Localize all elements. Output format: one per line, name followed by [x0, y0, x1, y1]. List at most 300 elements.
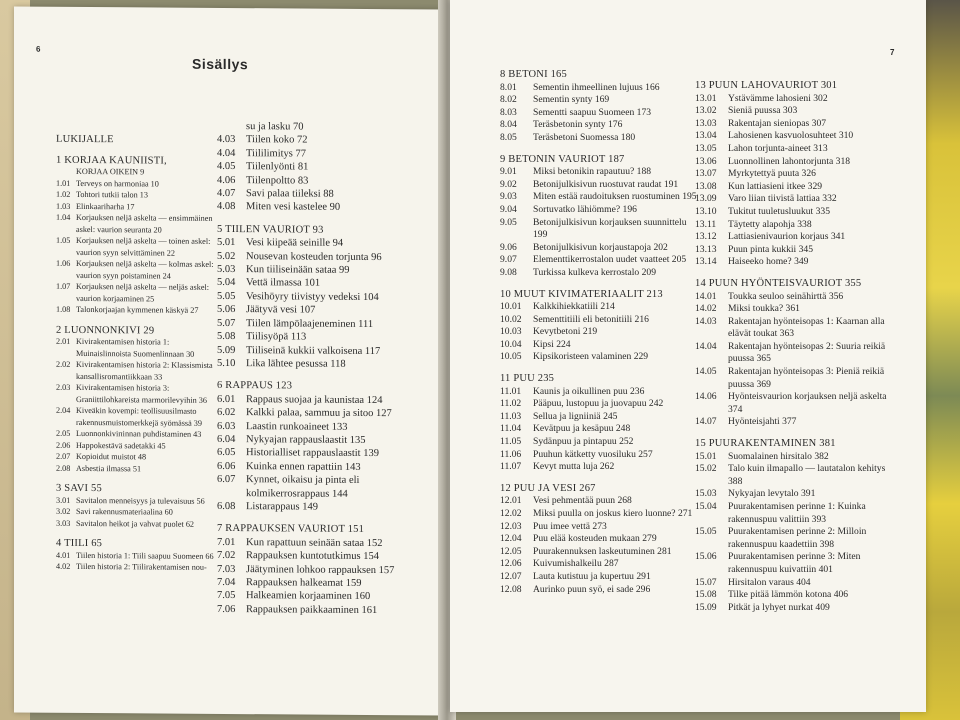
entry-title: Korjauksen neljä askelta — kolmas askel: vaurion syyn poistaminen 24	[76, 258, 214, 281]
entry-number: 11.05	[500, 436, 522, 448]
toc-entry	[695, 316, 900, 341]
toc-entry	[500, 119, 700, 132]
entry-continuation: KORJAA OIKEIN 9	[76, 166, 145, 177]
toc-entry	[695, 577, 900, 590]
entry-number: 10.02	[500, 313, 522, 325]
entry-title: Ystävämme lahosieni 302	[728, 92, 828, 104]
entry-number: 5.02	[217, 250, 236, 262]
entry-title: Luonnollinen lahontorjunta 318	[728, 155, 851, 167]
entry-number: 13.07	[695, 168, 717, 180]
entry-number: 12.08	[500, 583, 522, 595]
entry-number: 10.04	[500, 338, 522, 350]
entry-title: Kevytbetoni 219	[533, 326, 598, 338]
entry-title: Kaunis ja oikullinen puu 236	[533, 385, 645, 397]
toc-entry	[217, 200, 429, 215]
toc-entry	[695, 244, 900, 257]
entry-title: Puun pinta kukkii 345	[728, 243, 814, 255]
toc-entry	[500, 571, 700, 584]
entry-title: Savitalon heikot ja vahvat puolet 62	[76, 518, 195, 529]
entry-number: 7.04	[217, 576, 236, 589]
entry-title: Laastin runkoaineet 133	[246, 420, 348, 433]
entry-number: 12.02	[500, 508, 522, 519]
toc-entry	[695, 291, 900, 304]
entry-number: 15.06	[695, 551, 717, 563]
chapter-heading: 12 PUU JA VESI 267	[500, 482, 596, 494]
entry-title: Kivirakentamisen historia 2: Klassismista kansallisromantiikkaan 33	[76, 359, 213, 382]
entry-number: 10.03	[500, 326, 522, 338]
entry-title: Kopioidut muistot 48	[76, 451, 147, 462]
entry-title: Tiilisyöpä 113	[246, 331, 307, 343]
entry-number: 4.03	[217, 134, 236, 146]
entry-continuation: su ja lasku 70	[246, 121, 304, 133]
entry-number: 13.13	[695, 243, 717, 255]
entry-number: 4.08	[217, 201, 236, 213]
entry-number: 6.04	[217, 433, 236, 445]
entry-number: 11.07	[500, 461, 522, 473]
entry-number: 2.05	[56, 428, 71, 438]
toc-entry	[500, 339, 700, 352]
entry-title: Tiilen lämpölaajeneminen 111	[246, 317, 374, 330]
entry-number: 15.02	[695, 463, 717, 475]
toc-entry	[695, 391, 900, 416]
entry-title: Haiseeko home? 349	[728, 256, 809, 268]
entry-title: Terveys on harmoniaa 10	[76, 178, 159, 189]
toc-column	[217, 120, 429, 618]
page-number: 7	[890, 48, 895, 57]
entry-number: 7.01	[217, 536, 236, 548]
toc-entry	[695, 256, 900, 269]
entry-number: 3.02	[56, 506, 71, 516]
entry-number: 9.02	[500, 178, 517, 190]
entry-number: 15.04	[695, 501, 717, 512]
toc-entry	[695, 105, 900, 118]
entry-number: 1.04	[56, 212, 71, 222]
entry-title: Kevätpuu ja kesäpuu 248	[533, 423, 631, 435]
toc-entry	[56, 405, 222, 429]
toc-entry	[695, 366, 900, 391]
toc-entry	[500, 217, 700, 242]
entry-title: Korjauksen neljä askelta — ensimmäinen askel: vaurion seuranta 20	[76, 212, 213, 235]
toc-entry	[500, 386, 700, 399]
toc-entry	[56, 462, 222, 475]
toc-entry	[500, 314, 700, 327]
toc-entry	[56, 258, 222, 282]
entry-title: Luonnonkiviпinnan puhdistaminen 43	[76, 428, 202, 439]
toc-entry	[500, 301, 700, 314]
entry-number: 14.01	[695, 290, 717, 302]
toc-entry	[695, 488, 900, 501]
entry-number: 9.01	[500, 166, 517, 178]
entry-title: Tiilen koko 72	[246, 134, 308, 146]
entry-number: 12.01	[500, 495, 522, 507]
entry-number: 11.01	[500, 385, 522, 397]
toc-entry	[500, 584, 700, 597]
entry-number: 12.04	[500, 533, 522, 545]
toc-entry	[56, 561, 222, 574]
entry-title: Savi palaa tiileksi 88	[246, 188, 334, 200]
entry-number: 9.06	[500, 241, 517, 253]
entry-title: Kipsi 224	[533, 338, 571, 350]
entry-number: 6.02	[217, 407, 236, 419]
entry-number: 6.07	[217, 474, 236, 486]
entry-number: 9.04	[500, 203, 517, 215]
entry-number: 13.02	[695, 105, 717, 117]
entry-title: Elinkaariharha 17	[76, 201, 135, 211]
chapter-heading: 8 BETONI 165	[500, 69, 567, 80]
entry-title: Kun rapattuun seinään sataa 152	[246, 536, 383, 549]
toc-entry	[695, 193, 900, 206]
entry-number: 14.03	[695, 315, 717, 327]
entry-title: Sementin synty 169	[533, 94, 610, 106]
entry-number: 6.08	[217, 500, 236, 513]
entry-title: Nykyajan rappauslaastit 135	[246, 434, 366, 446]
entry-title: Tohtori tutkii talon 13	[76, 189, 148, 200]
entry-title: Hyönteisjahti 377	[728, 416, 797, 428]
entry-title: Puu elää kosteuden mukaan 279	[533, 533, 657, 545]
entry-number: 2.03	[56, 382, 71, 392]
toc-entry	[695, 219, 900, 232]
entry-number: 8.05	[500, 131, 517, 143]
entry-number: 13.09	[695, 193, 717, 205]
toc-entry	[500, 351, 700, 364]
entry-number: 11.06	[500, 448, 522, 460]
entry-number: 14.02	[695, 303, 717, 315]
toc-entry	[695, 602, 900, 615]
entry-title: Miksi toukka? 361	[728, 303, 800, 315]
toc-entry	[56, 336, 222, 360]
page-title: Sisällys	[192, 55, 249, 73]
entry-title: Savitalon menneisyys ja tulevaisuus 56	[76, 495, 205, 506]
entry-title: Sortuvatko lähiömme? 196	[533, 203, 637, 215]
left-page	[14, 7, 442, 716]
entry-title: Rappauksen kuntotutkimus 154	[246, 550, 379, 563]
entry-title: Korjauksen neljä askelta — neljäs askel: vaurion korjaaminen 25	[76, 281, 210, 303]
entry-number: 5.07	[217, 317, 236, 329]
entry-title: Sieniä puussa 303	[728, 105, 798, 117]
entry-title: Talonkorjaajan kymmenen käskyä 27	[76, 304, 199, 315]
entry-title: Jäätyvä vesi 107	[246, 304, 316, 316]
entry-title: Sydänpuu ja pintapuu 252	[533, 436, 634, 448]
entry-number: 4.01	[56, 550, 71, 560]
toc-column	[56, 125, 222, 574]
entry-title: Kun lattiasieni itkee 329	[728, 180, 823, 192]
entry-number: 5.05	[217, 290, 236, 302]
entry-title: Sementtitiili eli betonitiili 216	[533, 313, 649, 325]
entry-title: Kevyt mutta luja 262	[533, 461, 615, 473]
entry-title: Sementti saapuu Suomeen 173	[533, 106, 652, 118]
chapter-heading: 1 KORJAA KAUNIISTI,	[56, 154, 167, 167]
entry-number: 13.10	[695, 205, 717, 217]
toc-column	[500, 60, 700, 596]
entry-number: 11.02	[500, 398, 522, 410]
entry-number: 9.08	[500, 266, 517, 278]
entry-title: Hirsitalon varaus 404	[728, 576, 811, 588]
entry-title: Puurakentamisen perinne 1: Kuinka rakennuspuu valittiin 393	[728, 501, 866, 525]
entry-title: Miten vesi kastelee 90	[246, 201, 341, 214]
entry-title: Puuhun kätketty vuosiluku 257	[533, 448, 653, 460]
entry-number: 12.07	[500, 570, 522, 582]
toc-entry	[500, 326, 700, 339]
toc-entry	[500, 411, 700, 424]
entry-title: Vesihöyry tiivistyy vedeksi 104	[246, 291, 379, 303]
toc-entry	[500, 423, 700, 436]
entry-number: 9.07	[500, 254, 517, 266]
entry-number: 1.08	[56, 304, 71, 314]
entry-number: 9.03	[500, 191, 517, 203]
entry-title: Sellua ja ligniiniä 245	[533, 410, 618, 422]
entry-number: 5.03	[217, 263, 236, 276]
entry-title: Puu imee vettä 273	[533, 520, 607, 532]
toc-entry	[500, 558, 700, 571]
entry-title: Hyönteisvaurion korjauksen neljä askelta 374	[728, 391, 887, 415]
entry-title: Pitkät ja lyhyet nurkat 409	[728, 601, 830, 613]
toc-entry	[695, 589, 900, 602]
entry-title: Vettä ilmassa 101	[246, 277, 321, 290]
entry-title: Vesi kiipeää seinille 94	[246, 237, 344, 250]
entry-title: Suomalainen hirsitalo 382	[728, 450, 829, 462]
entry-title: Teräsbetoni Suomessa 180	[533, 131, 636, 143]
toc-entry	[695, 231, 900, 244]
toc-entry	[217, 357, 429, 372]
entry-title: Kivirakentamisen historia 3: Graniittilohkareista marmorilevyihin 36	[76, 382, 207, 405]
entry-title: Asbestia ilmassa 51	[76, 463, 142, 473]
toc-entry	[500, 495, 700, 508]
entry-number: 2.02	[56, 359, 71, 369]
entry-title: Kipsikoristeen valaminen 229	[533, 351, 649, 363]
chapter-heading: 4 TIILI 65	[56, 537, 103, 550]
chapter-heading: 14 PUUN HYÖNTEISVAURIOT 355	[695, 277, 862, 289]
entry-number: 2.08	[56, 463, 71, 473]
toc-entry	[500, 436, 700, 449]
toc-entry	[695, 156, 900, 169]
entry-title: Betonijulkisivun ruostuvat raudat 191	[533, 178, 679, 190]
toc-entry	[500, 546, 700, 559]
entry-title: Tiilen historia 2: Tiilirakentamisen nou-	[76, 561, 207, 572]
entry-title: Lahosienen kasvuolosuhteet 310	[728, 130, 854, 142]
entry-title: Kalkkihiekkatiili 214	[533, 301, 615, 313]
toc-entry	[500, 267, 700, 280]
entry-number: 5.06	[217, 304, 236, 316]
toc-entry	[56, 304, 222, 317]
entry-title: Kuinka ennen rapattiin 143	[246, 460, 361, 473]
toc-entry	[695, 526, 900, 551]
entry-title: Rappauksen halkeamat 159	[246, 577, 362, 589]
entry-title: Miksi betonikin rapautuu? 188	[533, 166, 652, 178]
entry-title: Betonijulkisivun korjaustapoja 202	[533, 241, 668, 253]
page-number: 6	[36, 44, 41, 54]
entry-title: Miksi puulla on joskus kiero luonne? 271	[533, 508, 693, 519]
entry-number: 13.12	[695, 231, 717, 243]
toc-entry	[500, 132, 700, 145]
entry-number: 13.08	[695, 180, 717, 192]
entry-number: 3.03	[56, 518, 71, 528]
entry-number: 7.06	[217, 603, 236, 615]
entry-title: Rappauksen paikkaaminen 161	[246, 603, 378, 616]
toc-entry	[695, 130, 900, 143]
entry-number: 13.05	[695, 142, 717, 154]
toc-entry	[500, 461, 700, 474]
toc-entry	[695, 501, 900, 526]
entry-title: Lahon torjunta-aineet 313	[728, 142, 828, 154]
entry-number: 5.01	[217, 237, 236, 249]
entry-number: 1.03	[56, 201, 71, 211]
entry-number: 8.03	[500, 106, 517, 118]
entry-number: 14.04	[695, 340, 717, 352]
entry-number: 11.04	[500, 423, 522, 435]
entry-title: Betonijulkisivun korjauksen suunnittelu 199	[533, 216, 687, 241]
entry-title: Varo liian tiivistä lattiaa 332	[728, 193, 837, 205]
entry-title: Myrkytettyä puuta 326	[728, 168, 816, 180]
entry-title: Lika lähtee pesussa 118	[246, 358, 346, 370]
entry-title: Lauta kutistuu ja kupertuu 291	[533, 570, 651, 582]
toc-entry	[217, 500, 429, 515]
toc-column	[695, 71, 900, 614]
entry-number: 2.01	[56, 336, 71, 346]
entry-number: 2.07	[56, 451, 71, 461]
toc-entry	[695, 93, 900, 106]
entry-title: Lattiasienivaurion korjaus 341	[728, 231, 846, 243]
entry-title: Vesi pehmentää puun 268	[533, 495, 632, 507]
chapter-heading: 10 MUUT KIVIMATERIAALIT 213	[500, 288, 663, 300]
entry-title: Korjauksen neljä askelta — toinen askel: vaurion syyn selvittäminen 22	[76, 235, 211, 258]
entry-number: 4.04	[217, 147, 236, 159]
toc-entry	[500, 242, 700, 255]
entry-number: 6.03	[217, 420, 236, 432]
entry-title: Teräsbetonin synty 176	[533, 119, 623, 131]
entry-number: 12.03	[500, 520, 522, 532]
entry-title: Täytetty alapohja 338	[728, 218, 812, 230]
toc-entry	[500, 191, 700, 204]
entry-number: 13.06	[695, 155, 717, 167]
entry-title: Sementin ihmeellinen lujuus 166	[533, 81, 660, 93]
toc-entry	[695, 463, 900, 488]
entry-number: 13.01	[695, 92, 717, 104]
entry-title: Tilke pitää lämmön kotona 406	[728, 589, 849, 601]
entry-number: 6.06	[217, 460, 236, 472]
entry-number: 5.09	[217, 344, 236, 356]
toc-entry	[695, 143, 900, 156]
entry-title: Happokestävä sadetakki 45	[76, 440, 166, 451]
entry-title: Elementtikerrostalon uudet vaatteet 205	[533, 254, 687, 266]
chapter-heading: 11 PUU 235	[500, 373, 555, 385]
entry-number: 12.05	[500, 545, 522, 557]
entry-title: Kivirakentamisen historia 1: Muinaislinnoista Suomenlinnaan 30	[76, 336, 195, 359]
entry-title: Jäätyminen lohkoo rappauksen 157	[246, 563, 395, 576]
toc-entry	[500, 449, 700, 462]
entry-number: 1.05	[56, 235, 71, 245]
entry-title: Kynnet, oikaisu ja pinta eli kolmikerrosrappaus 144	[246, 474, 360, 500]
entry-number: 6.01	[217, 393, 236, 405]
entry-number: 4.07	[217, 187, 236, 200]
entry-number: 13.04	[695, 130, 717, 142]
entry-title: Kalkki palaa, sammuu ja sitoo 127	[246, 407, 392, 420]
toc-entry	[695, 416, 900, 429]
entry-number: 3.01	[56, 495, 71, 505]
chapter-heading: 5 TIILEN VAURIOT 93	[217, 223, 324, 236]
toc-entry	[217, 603, 429, 618]
entry-number: 11.03	[500, 410, 522, 422]
entry-title: Rakentajan hyönteisopas 2: Suuria reikiä puussa 365	[728, 340, 886, 365]
entry-title: Rakentajan hyönteisopas 1: Kaarnan alla elävät toukat 363	[728, 315, 885, 340]
toc-entry	[695, 181, 900, 194]
chapter-heading: 9 BETONIN VAURIOT 187	[500, 153, 625, 165]
toc-entry	[56, 281, 222, 305]
entry-number: 7.05	[217, 590, 236, 602]
toc-entry	[56, 517, 222, 530]
toc-entry	[217, 473, 429, 501]
toc-entry	[500, 107, 700, 120]
entry-title: Tiilenlyönti 81	[246, 161, 309, 173]
toc-entry	[500, 533, 700, 546]
entry-number: 13.14	[695, 256, 717, 268]
entry-number: 2.06	[56, 440, 71, 450]
chapter-heading: 7 RAPPAUKSEN VAURIOT 151	[217, 523, 365, 536]
entry-title: Puurakentamisen perinne 3: Miten rakennuspuu kuivattiin 401	[728, 551, 861, 575]
entry-title: Nykyajan levytalo 391	[728, 488, 816, 500]
right-page	[450, 0, 926, 712]
entry-number: 5.08	[217, 331, 236, 343]
entry-number: 12.06	[500, 558, 522, 570]
entry-number: 4.02	[56, 561, 71, 571]
toc-entry	[695, 118, 900, 131]
entry-title: Pääpuu, lustopuu ja juovapuu 242	[533, 398, 664, 410]
chapter-heading: 13 PUUN LAHOVAURIOT 301	[695, 80, 838, 91]
toc-entry	[500, 166, 700, 179]
entry-number: 15.03	[695, 488, 717, 500]
toc-entry	[500, 508, 700, 521]
entry-title: Talo kuin ilmapallo — lautatalon kehitys 388	[728, 463, 886, 487]
entry-title: Aurinko puun syö, ei sade 296	[533, 583, 651, 595]
entry-number: 7.03	[217, 563, 236, 575]
entry-number: 8.02	[500, 94, 517, 106]
entry-title: Nousevan kosteuden torjunta 96	[246, 250, 382, 263]
entry-title: Savi rakennusmateriaalina 60	[76, 506, 173, 517]
toc-entry	[500, 82, 700, 95]
entry-number: 15.01	[695, 450, 717, 462]
entry-number: 8.04	[500, 119, 517, 131]
toc-entry	[500, 398, 700, 411]
entry-title: Puurakennuksen laskeutuminen 281	[533, 545, 672, 557]
entry-number: 7.02	[217, 550, 236, 562]
toc-entry	[695, 551, 900, 576]
toc-entry	[695, 303, 900, 316]
entry-number: 1.02	[56, 189, 71, 199]
entry-number: 2.04	[56, 405, 71, 415]
chapter-heading: 3 SAVI 55	[56, 482, 102, 495]
toc-entry	[500, 94, 700, 107]
entry-number: 8.01	[500, 81, 517, 93]
entry-number: 15.09	[695, 601, 717, 613]
entry-number: 15.07	[695, 576, 717, 588]
entry-title: Kun tiiliseinään sataa 99	[246, 264, 350, 276]
entry-title: Historialliset rappauslaastit 139	[246, 447, 379, 460]
toc-entry	[695, 341, 900, 366]
entry-number: 1.07	[56, 281, 71, 291]
entry-number: 4.06	[217, 174, 236, 186]
entry-number: 10.01	[500, 301, 522, 313]
entry-number: 13.11	[695, 218, 717, 230]
entry-number: 15.05	[695, 526, 717, 538]
toc-entry	[56, 359, 222, 383]
toc-entry	[500, 179, 700, 192]
toc-entry	[500, 254, 700, 267]
chapter-heading: 6 RAPPAUS 123	[217, 380, 293, 392]
entry-title: Tiiliseinä kukkii valkoisena 117	[246, 344, 381, 357]
entry-title: Toukka seuloo seinähirttä 356	[728, 290, 844, 302]
toc-entry	[56, 212, 222, 236]
entry-title: Rappaus suojaa ja kaunistaa 124	[246, 393, 383, 406]
entry-title: Rakentajan sieniopas 307	[728, 117, 827, 129]
